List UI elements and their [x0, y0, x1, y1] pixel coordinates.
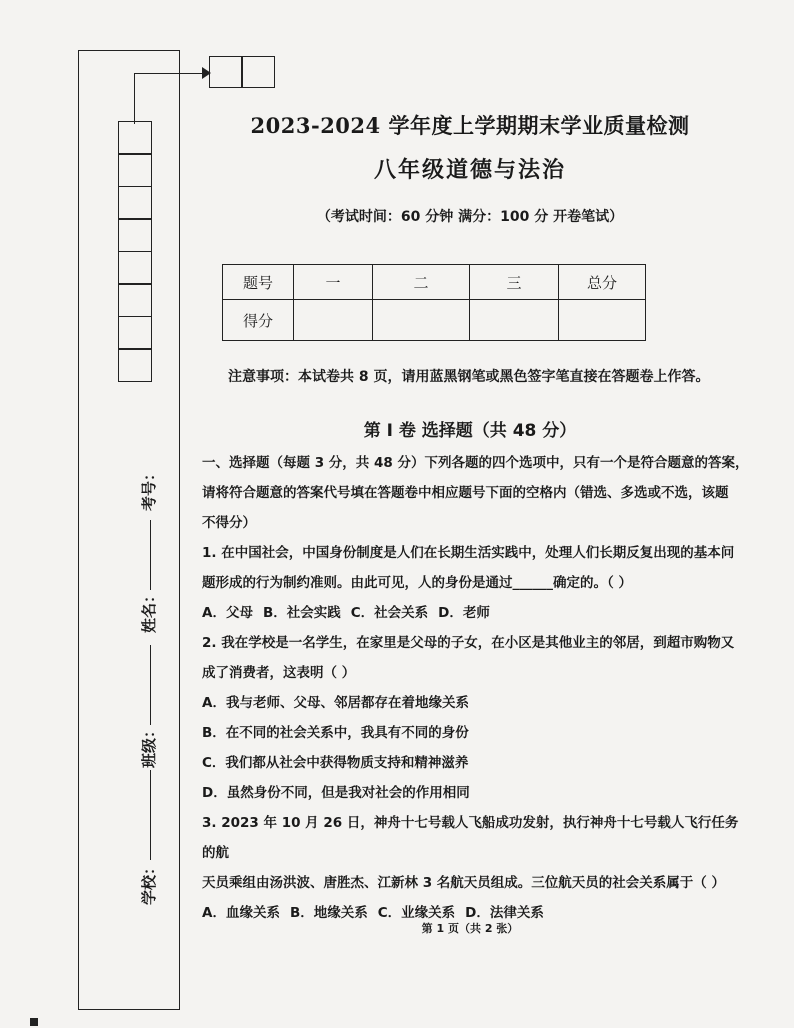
option-c[interactable]: C．社会关系	[350, 605, 429, 621]
option-c[interactable]: C．我们都从社会中获得物质支持和精神滋养	[202, 755, 469, 771]
question-1-stem: 1. 在中国社会，中国身份制度是人们在长期生活实践中，处理人们长期反复出现的基本问	[202, 545, 735, 561]
id-box[interactable]	[118, 251, 152, 285]
score-header: 一	[294, 265, 373, 300]
connector-line	[134, 73, 205, 124]
id-box[interactable]	[118, 283, 152, 317]
instruction-line: 不得分）	[202, 515, 256, 531]
option-d[interactable]: D．老师	[438, 605, 490, 621]
question-3-stem: 3. 2023 年 10 月 26 日，神舟十七号载人飞船成功发射，执行神舟十七号载人飞行任务的航	[202, 815, 739, 861]
score-header: 二	[373, 265, 470, 300]
binding-label-name: 姓名：	[140, 587, 159, 634]
score-table	[222, 264, 646, 341]
id-box[interactable]	[118, 348, 152, 382]
option-d[interactable]: D．法律关系	[465, 905, 544, 921]
id-box[interactable]	[118, 121, 152, 155]
score-row-label: 得分	[223, 300, 294, 341]
question-body	[202, 448, 750, 928]
instruction-line: 一、选择题（每题 3 分，共 48 分）下列各题的四个选项中，只有一个是符合题意的答案，	[202, 455, 749, 471]
question-1-stem: 题形成的行为制约准则。由此可见，人的身份是通过______确定的。（ ）	[202, 575, 632, 591]
score-cell[interactable]	[470, 300, 559, 341]
seat-box[interactable]	[241, 56, 275, 88]
corner-mark	[30, 1018, 38, 1026]
exam-notice: 注意事项：本试卷共 8 页，请用蓝黑钢笔或黑色签字笔直接在答题卷上作答。	[228, 369, 710, 385]
id-box[interactable]	[118, 316, 152, 350]
student-id-boxes	[118, 122, 152, 382]
seat-box[interactable]	[209, 56, 243, 88]
question-3-stem: 天员乘组由汤洪波、唐胜杰、江新林 3 名航天员组成。三位航天员的社会关系属于（ ）	[202, 875, 725, 891]
option-b[interactable]: B．社会实践	[262, 605, 341, 621]
class-line[interactable]	[150, 770, 151, 860]
seat-number-boxes	[210, 56, 275, 88]
score-cell[interactable]	[559, 300, 646, 341]
question-1-options	[202, 598, 750, 628]
score-header: 题号	[223, 265, 294, 300]
id-box[interactable]	[118, 153, 152, 187]
option-b[interactable]: B．地缘关系	[289, 905, 368, 921]
binding-label-exam-number: 考号：	[140, 465, 159, 512]
binding-label-school: 学校：	[140, 859, 159, 906]
section-title: 第 I 卷 选择题（共 48 分）	[363, 421, 577, 441]
score-header: 总分	[559, 265, 646, 300]
binding-label-class: 班级：	[140, 722, 159, 769]
score-cell[interactable]	[373, 300, 470, 341]
option-a[interactable]: A．血缘关系	[202, 905, 280, 921]
score-cell[interactable]	[294, 300, 373, 341]
exam-info: （考试时间：60 分钟 满分：100 分 开卷笔试）	[316, 209, 624, 225]
option-a[interactable]: A．我与老师、父母、邻居都存在着地缘关系	[202, 695, 469, 711]
exam-number-line[interactable]	[150, 520, 151, 590]
option-d[interactable]: D．虽然身份不同，但是我对社会的作用相同	[202, 785, 470, 801]
instruction-line: 请将符合题意的答案代号填在答题卷中相应题号下面的空格内（错选、多选或不选，该题	[202, 485, 729, 501]
question-2-stem: 2. 我在学校是一名学生，在家里是父母的子女，在小区是其他业主的邻居，到超市购物又	[202, 635, 735, 651]
name-line[interactable]	[150, 645, 151, 725]
question-2-stem: 成了消费者，这表明（ ）	[202, 665, 356, 681]
exam-subject: 八年级道德与法治	[373, 157, 566, 183]
option-c[interactable]: C．业缘关系	[377, 905, 456, 921]
exam-title: 2023-2024 学年度上学期期末学业质量检测	[250, 113, 690, 138]
id-box[interactable]	[118, 218, 152, 252]
page-footer: 第 1 页（共 2 张）	[421, 922, 519, 935]
id-box[interactable]	[118, 186, 152, 220]
option-a[interactable]: A．父母	[202, 605, 253, 621]
score-header: 三	[470, 265, 559, 300]
option-b[interactable]: B．在不同的社会关系中，我具有不同的身份	[202, 725, 469, 741]
